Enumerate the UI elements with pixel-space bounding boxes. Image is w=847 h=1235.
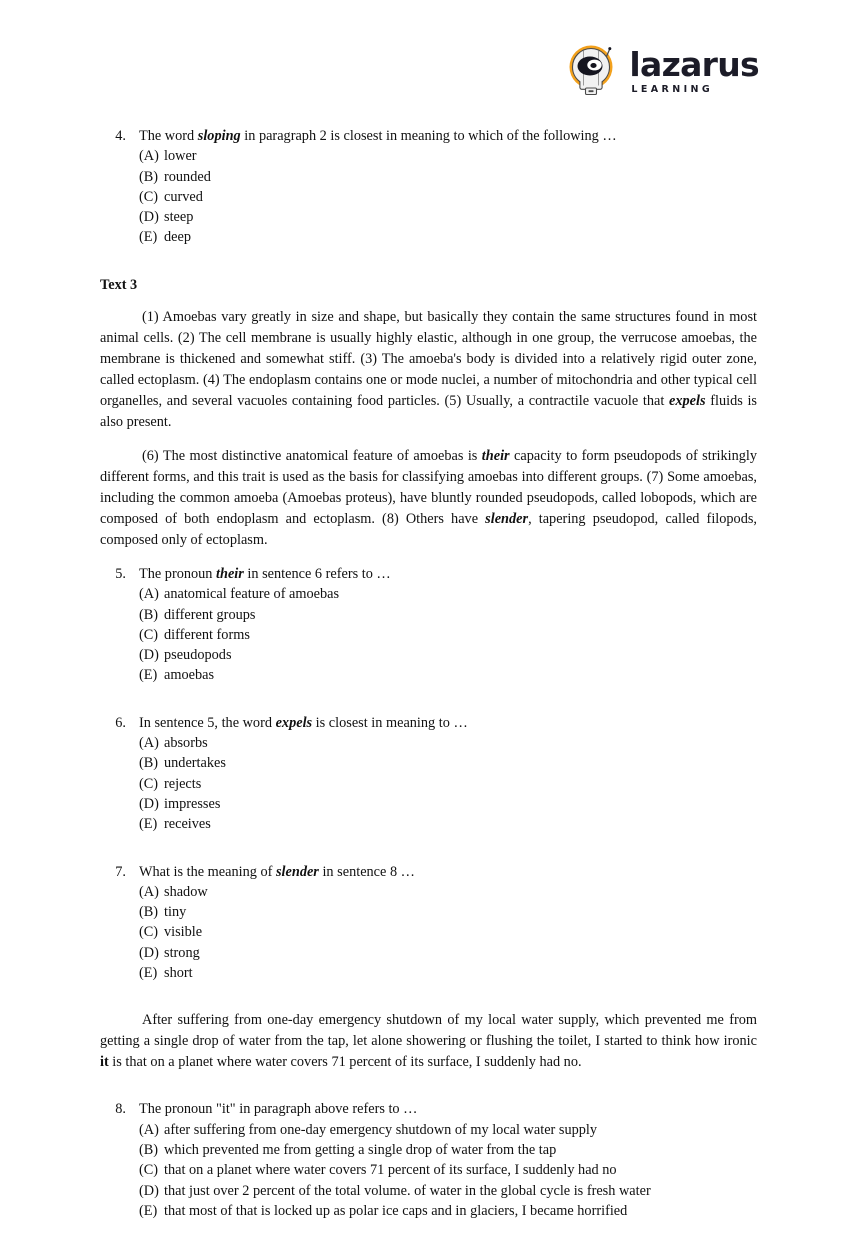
option-letter: (A) bbox=[139, 883, 159, 900]
option-text: impresses bbox=[164, 795, 221, 812]
option-item[interactable] bbox=[100, 1181, 757, 1201]
option-text: short bbox=[164, 965, 193, 982]
option-text: which prevented me from getting a single drop of water from the tap bbox=[164, 1141, 557, 1158]
question-7-stem-text bbox=[139, 862, 757, 882]
option-letter: (E) bbox=[139, 816, 158, 833]
option-letter: (D) bbox=[139, 1182, 159, 1199]
text3-p1-emphasis: expels bbox=[669, 392, 706, 409]
option-letter: (A) bbox=[139, 586, 159, 603]
spacer bbox=[100, 997, 757, 1010]
option-item[interactable] bbox=[100, 625, 757, 645]
spacer bbox=[100, 849, 757, 862]
astronaut-helmet-logo-icon bbox=[568, 44, 620, 98]
question-8 bbox=[100, 1099, 757, 1221]
q6-stem-before: In sentence 5, the word bbox=[139, 714, 276, 731]
q7-stem-after: in sentence 8 … bbox=[318, 863, 415, 880]
question-8-stem-text: The pronoun "it" in paragraph above refers to … bbox=[139, 1101, 418, 1118]
option-text: strong bbox=[164, 944, 200, 961]
option-letter: (B) bbox=[139, 606, 159, 623]
option-letter: (E) bbox=[139, 965, 158, 982]
option-text: deep bbox=[164, 229, 191, 246]
question-4-number: 4. bbox=[115, 128, 126, 144]
question-6 bbox=[100, 713, 757, 835]
question-4-options bbox=[100, 146, 757, 247]
q5-stem-after: in sentence 6 refers to … bbox=[243, 565, 391, 582]
option-text: different forms bbox=[164, 626, 250, 643]
option-item[interactable] bbox=[100, 584, 757, 604]
option-item[interactable] bbox=[100, 187, 757, 207]
option-text: steep bbox=[164, 209, 194, 226]
question-5 bbox=[100, 564, 757, 686]
option-letter: (E) bbox=[139, 667, 158, 684]
option-letter: (D) bbox=[139, 647, 159, 664]
option-text: curved bbox=[164, 188, 203, 205]
option-item[interactable] bbox=[100, 146, 757, 166]
text3-p2-emphasis1: their bbox=[481, 447, 510, 464]
question-5-options bbox=[100, 584, 757, 685]
option-letter: (B) bbox=[139, 168, 159, 185]
water-passage-part2: is that on a planet where water covers 71 percent of its surface, I suddenly had no. bbox=[108, 1054, 582, 1071]
option-text: undertakes bbox=[164, 755, 226, 772]
option-text: rounded bbox=[164, 168, 211, 185]
option-item[interactable] bbox=[100, 882, 757, 902]
document-content bbox=[100, 126, 757, 1235]
option-text: after suffering from one-day emergency shutdown of my local water supply bbox=[164, 1121, 598, 1138]
option-letter: (E) bbox=[139, 229, 158, 246]
option-letter: (D) bbox=[139, 944, 159, 961]
water-passage-emphasis: it bbox=[100, 1054, 109, 1071]
text3-p2-part3: , tapering pseudopod, called filopods, composed only of ectoplasm. bbox=[100, 510, 757, 548]
option-text: that on a planet where water covers 71 percent of its surface, I suddenly had no bbox=[164, 1162, 617, 1179]
question-8-options bbox=[100, 1120, 757, 1221]
question-8-number: 8. bbox=[115, 1101, 126, 1118]
option-text: rejects bbox=[164, 775, 202, 792]
option-letter: (C) bbox=[139, 775, 159, 792]
option-text: anatomical feature of amoebas bbox=[164, 586, 340, 603]
option-text: shadow bbox=[164, 883, 208, 900]
option-text: that just over 2 percent of the total volume. of water in the global cycle is fresh water bbox=[164, 1182, 651, 1199]
option-text: receives bbox=[164, 816, 211, 833]
option-letter: (C) bbox=[139, 1162, 159, 1179]
q4-stem-before: The word bbox=[139, 128, 198, 144]
brand-tagline: LEARNING bbox=[631, 83, 714, 95]
q4-stem-emphasis: sloping bbox=[197, 128, 241, 144]
question-7 bbox=[100, 862, 757, 984]
option-letter: (D) bbox=[139, 209, 159, 226]
option-letter: (A) bbox=[139, 148, 159, 165]
option-item[interactable] bbox=[100, 943, 757, 963]
option-item[interactable] bbox=[100, 774, 757, 794]
option-text: absorbs bbox=[164, 735, 208, 752]
question-7-number: 7. bbox=[115, 863, 126, 880]
option-letter: (A) bbox=[139, 735, 159, 752]
option-text: visible bbox=[164, 924, 203, 941]
option-item[interactable] bbox=[100, 963, 757, 983]
water-passage-paragraph bbox=[100, 1010, 757, 1073]
q7-stem-before: What is the meaning of bbox=[139, 863, 276, 880]
question-4 bbox=[100, 126, 757, 248]
option-letter: (B) bbox=[139, 755, 159, 772]
question-7-options bbox=[100, 882, 757, 983]
option-letter: (D) bbox=[139, 795, 159, 812]
q6-stem-after: is closest in meaning to … bbox=[312, 714, 468, 731]
option-item[interactable] bbox=[100, 1160, 757, 1180]
option-item[interactable] bbox=[100, 1140, 757, 1160]
option-text: amoebas bbox=[164, 667, 215, 684]
option-item[interactable] bbox=[100, 753, 757, 773]
spacer bbox=[100, 1086, 757, 1099]
option-letter: (E) bbox=[139, 1202, 158, 1219]
brand-wordmark bbox=[629, 44, 759, 95]
option-text: tiny bbox=[164, 904, 187, 921]
question-8-stem bbox=[100, 1099, 757, 1119]
brand-header bbox=[568, 44, 759, 98]
question-6-number: 6. bbox=[115, 714, 126, 731]
question-6-stem bbox=[100, 713, 757, 733]
spacer bbox=[100, 262, 757, 275]
option-item[interactable] bbox=[100, 1201, 757, 1221]
text3-paragraph-1 bbox=[100, 307, 757, 433]
option-item[interactable] bbox=[100, 227, 757, 247]
option-item[interactable] bbox=[100, 902, 757, 922]
question-5-stem-text bbox=[139, 564, 757, 584]
text3-p1-part1: (1) Amoebas vary greatly in size and shape, but basically they contain the same structures found in most animal cells. (2) The cell membrane is usually highly elastic, although in one group, the verrucose amoebas, the membrane is thickened and somewhat stiff. (3) The amoeba's body is divided into a relatively rigid outer zone, called ectoplasm. (4) The endoplasm contains one or mode nuclei, a number of mitochondria and other typical cell organelles, and several vacuoles containing food particles. (5) Usually, a contractile vacuole that bbox=[100, 308, 757, 409]
question-7-stem bbox=[100, 862, 757, 882]
option-letter: (C) bbox=[139, 188, 159, 205]
option-item[interactable] bbox=[100, 814, 757, 834]
option-item[interactable] bbox=[100, 922, 757, 942]
option-letter: (C) bbox=[139, 626, 159, 643]
option-text: lower bbox=[164, 148, 197, 165]
q4-stem-after: in paragraph 2 is closest in meaning to which of the following … bbox=[240, 128, 617, 144]
text3-p1-part2: fluids is also present. bbox=[100, 392, 757, 430]
text3-paragraph-2 bbox=[100, 446, 757, 551]
q6-stem-emphasis: expels bbox=[275, 714, 313, 731]
option-item[interactable] bbox=[100, 605, 757, 625]
q5-stem-emphasis: their bbox=[216, 565, 244, 582]
option-item[interactable] bbox=[100, 207, 757, 227]
option-item[interactable] bbox=[100, 1120, 757, 1140]
question-6-options bbox=[100, 733, 757, 834]
text3-p2-emphasis2: slender bbox=[485, 510, 529, 527]
q7-stem-emphasis: slender bbox=[275, 863, 319, 880]
question-5-number: 5. bbox=[115, 565, 126, 582]
brand-name: lazarus bbox=[629, 44, 759, 84]
water-passage-part1: After suffering from one-day emergency shutdown of my local water supply, which prevented me from getting a single drop of water from the tap, let alone showering or flushing the toilet, I started to think how ironic bbox=[100, 1012, 757, 1050]
text3-p2-part1: (6) The most distinctive anatomical feature of amoebas is bbox=[142, 447, 482, 464]
question-4-stem-text bbox=[139, 126, 757, 146]
q5-stem-before: The pronoun bbox=[139, 565, 217, 582]
option-letter: (B) bbox=[139, 1141, 159, 1158]
question-6-stem-text bbox=[139, 713, 757, 733]
option-letter: (C) bbox=[139, 924, 159, 941]
option-letter: (A) bbox=[139, 1121, 159, 1138]
question-4-stem bbox=[100, 126, 757, 146]
spacer bbox=[100, 700, 757, 713]
option-item[interactable] bbox=[100, 794, 757, 814]
option-text: that most of that is locked up as polar ice caps and in glaciers, I became horrified bbox=[164, 1202, 628, 1219]
option-item[interactable] bbox=[100, 167, 757, 187]
option-item[interactable] bbox=[100, 733, 757, 753]
option-item[interactable] bbox=[100, 665, 757, 685]
option-text: different groups bbox=[164, 606, 256, 623]
text3-p2-part2: capacity to form pseudopods of strikingly different forms, and this trait is used as the basis for classifying amoebas into different groups. (7) Some amoebas, including the common amoeba (Amoebas proteus), have bluntly rounded pseudopods, called lobopods, which are composed of both endoplasm and ectoplasm. (8) Others have bbox=[100, 447, 757, 527]
option-text: pseudopods bbox=[164, 647, 232, 664]
option-item[interactable] bbox=[100, 645, 757, 665]
question-5-stem bbox=[100, 564, 757, 584]
section-heading-text3: Text 3 bbox=[100, 276, 138, 293]
option-letter: (B) bbox=[139, 904, 159, 921]
